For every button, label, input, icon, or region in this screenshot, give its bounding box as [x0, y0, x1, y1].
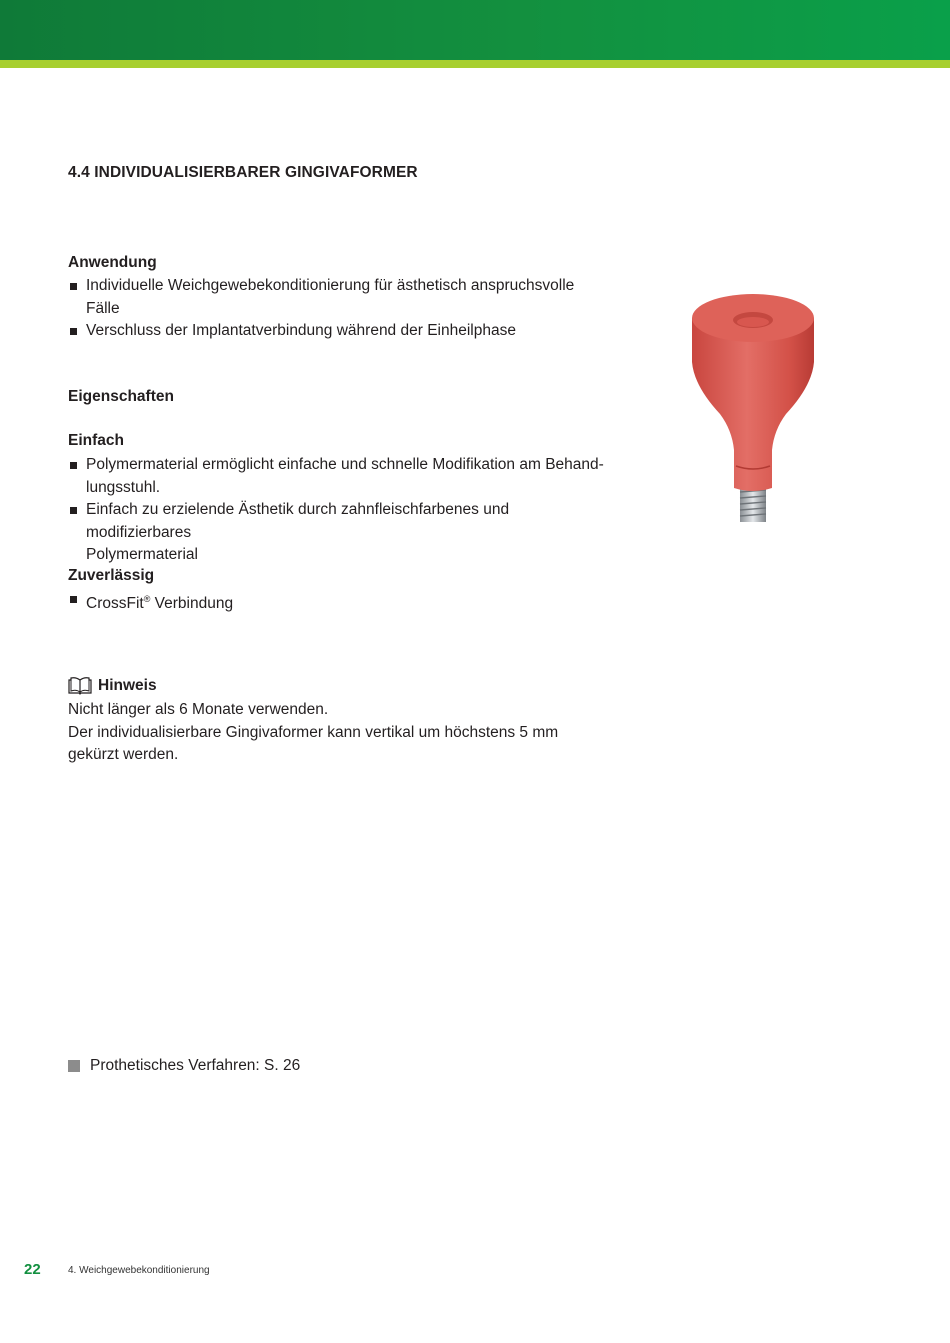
hinweis-text: Nicht länger als 6 Monate verwenden. Der individualisierbare Gingivaformer kann vertikal um höchstens 5 mm gekürzt werden.: [68, 701, 559, 763]
registered-mark: ®: [143, 594, 151, 604]
footer-chapter: 4. Weichgewebekonditionierung: [68, 1265, 210, 1276]
eigenschaften-heading: Eigenschaften: [68, 388, 174, 405]
list-item: Verschluss der Implantatverbindung während der Einheilphase: [68, 320, 608, 343]
crossfit-brand: CrossFit: [86, 595, 144, 613]
page-title: 4.4 INDIVIDUALISIERBARER GINGIVAFORMER: [68, 164, 418, 181]
page-number: 22: [24, 1261, 41, 1278]
anwendung-list: [68, 275, 608, 343]
list-item: Einfach zu erzielende Ästhetik durch zahnfleischfarbenes und modifizierbares Polymermaterial: [68, 499, 608, 567]
verbindung-text: Verbindung: [150, 595, 234, 613]
bullet-icon: [70, 462, 77, 469]
einfach-heading: Einfach: [68, 432, 124, 449]
list-item: Individuelle Weichgewebekonditionierung für ästhetisch anspruchsvolle Fälle: [68, 275, 608, 320]
anwendung-heading: Anwendung: [68, 254, 157, 271]
book-icon: [68, 677, 92, 695]
header-bar: [0, 0, 950, 60]
product-image: [680, 290, 820, 530]
hinweis-heading: Hinweis: [98, 677, 157, 694]
zuverlaessig-heading: Zuverlässig: [68, 567, 155, 584]
hinweis-header: [68, 677, 157, 695]
list-item: [68, 588, 608, 616]
bullet-icon: [70, 507, 77, 514]
bullet-icon: [70, 596, 77, 603]
zuverlaessig-list: [68, 588, 608, 616]
header-accent-stripe: [0, 60, 950, 68]
list-item: Polymermaterial ermöglicht einfache und schnelle Modifikation am Behand- lungsstuhl.: [68, 454, 608, 499]
cross-reference: Prothetisches Verfahren: S. 26: [68, 1057, 300, 1075]
bullet-icon: [70, 328, 77, 335]
einfach-list: [68, 454, 608, 567]
square-marker-icon: [68, 1060, 80, 1072]
bullet-icon: [70, 283, 77, 290]
